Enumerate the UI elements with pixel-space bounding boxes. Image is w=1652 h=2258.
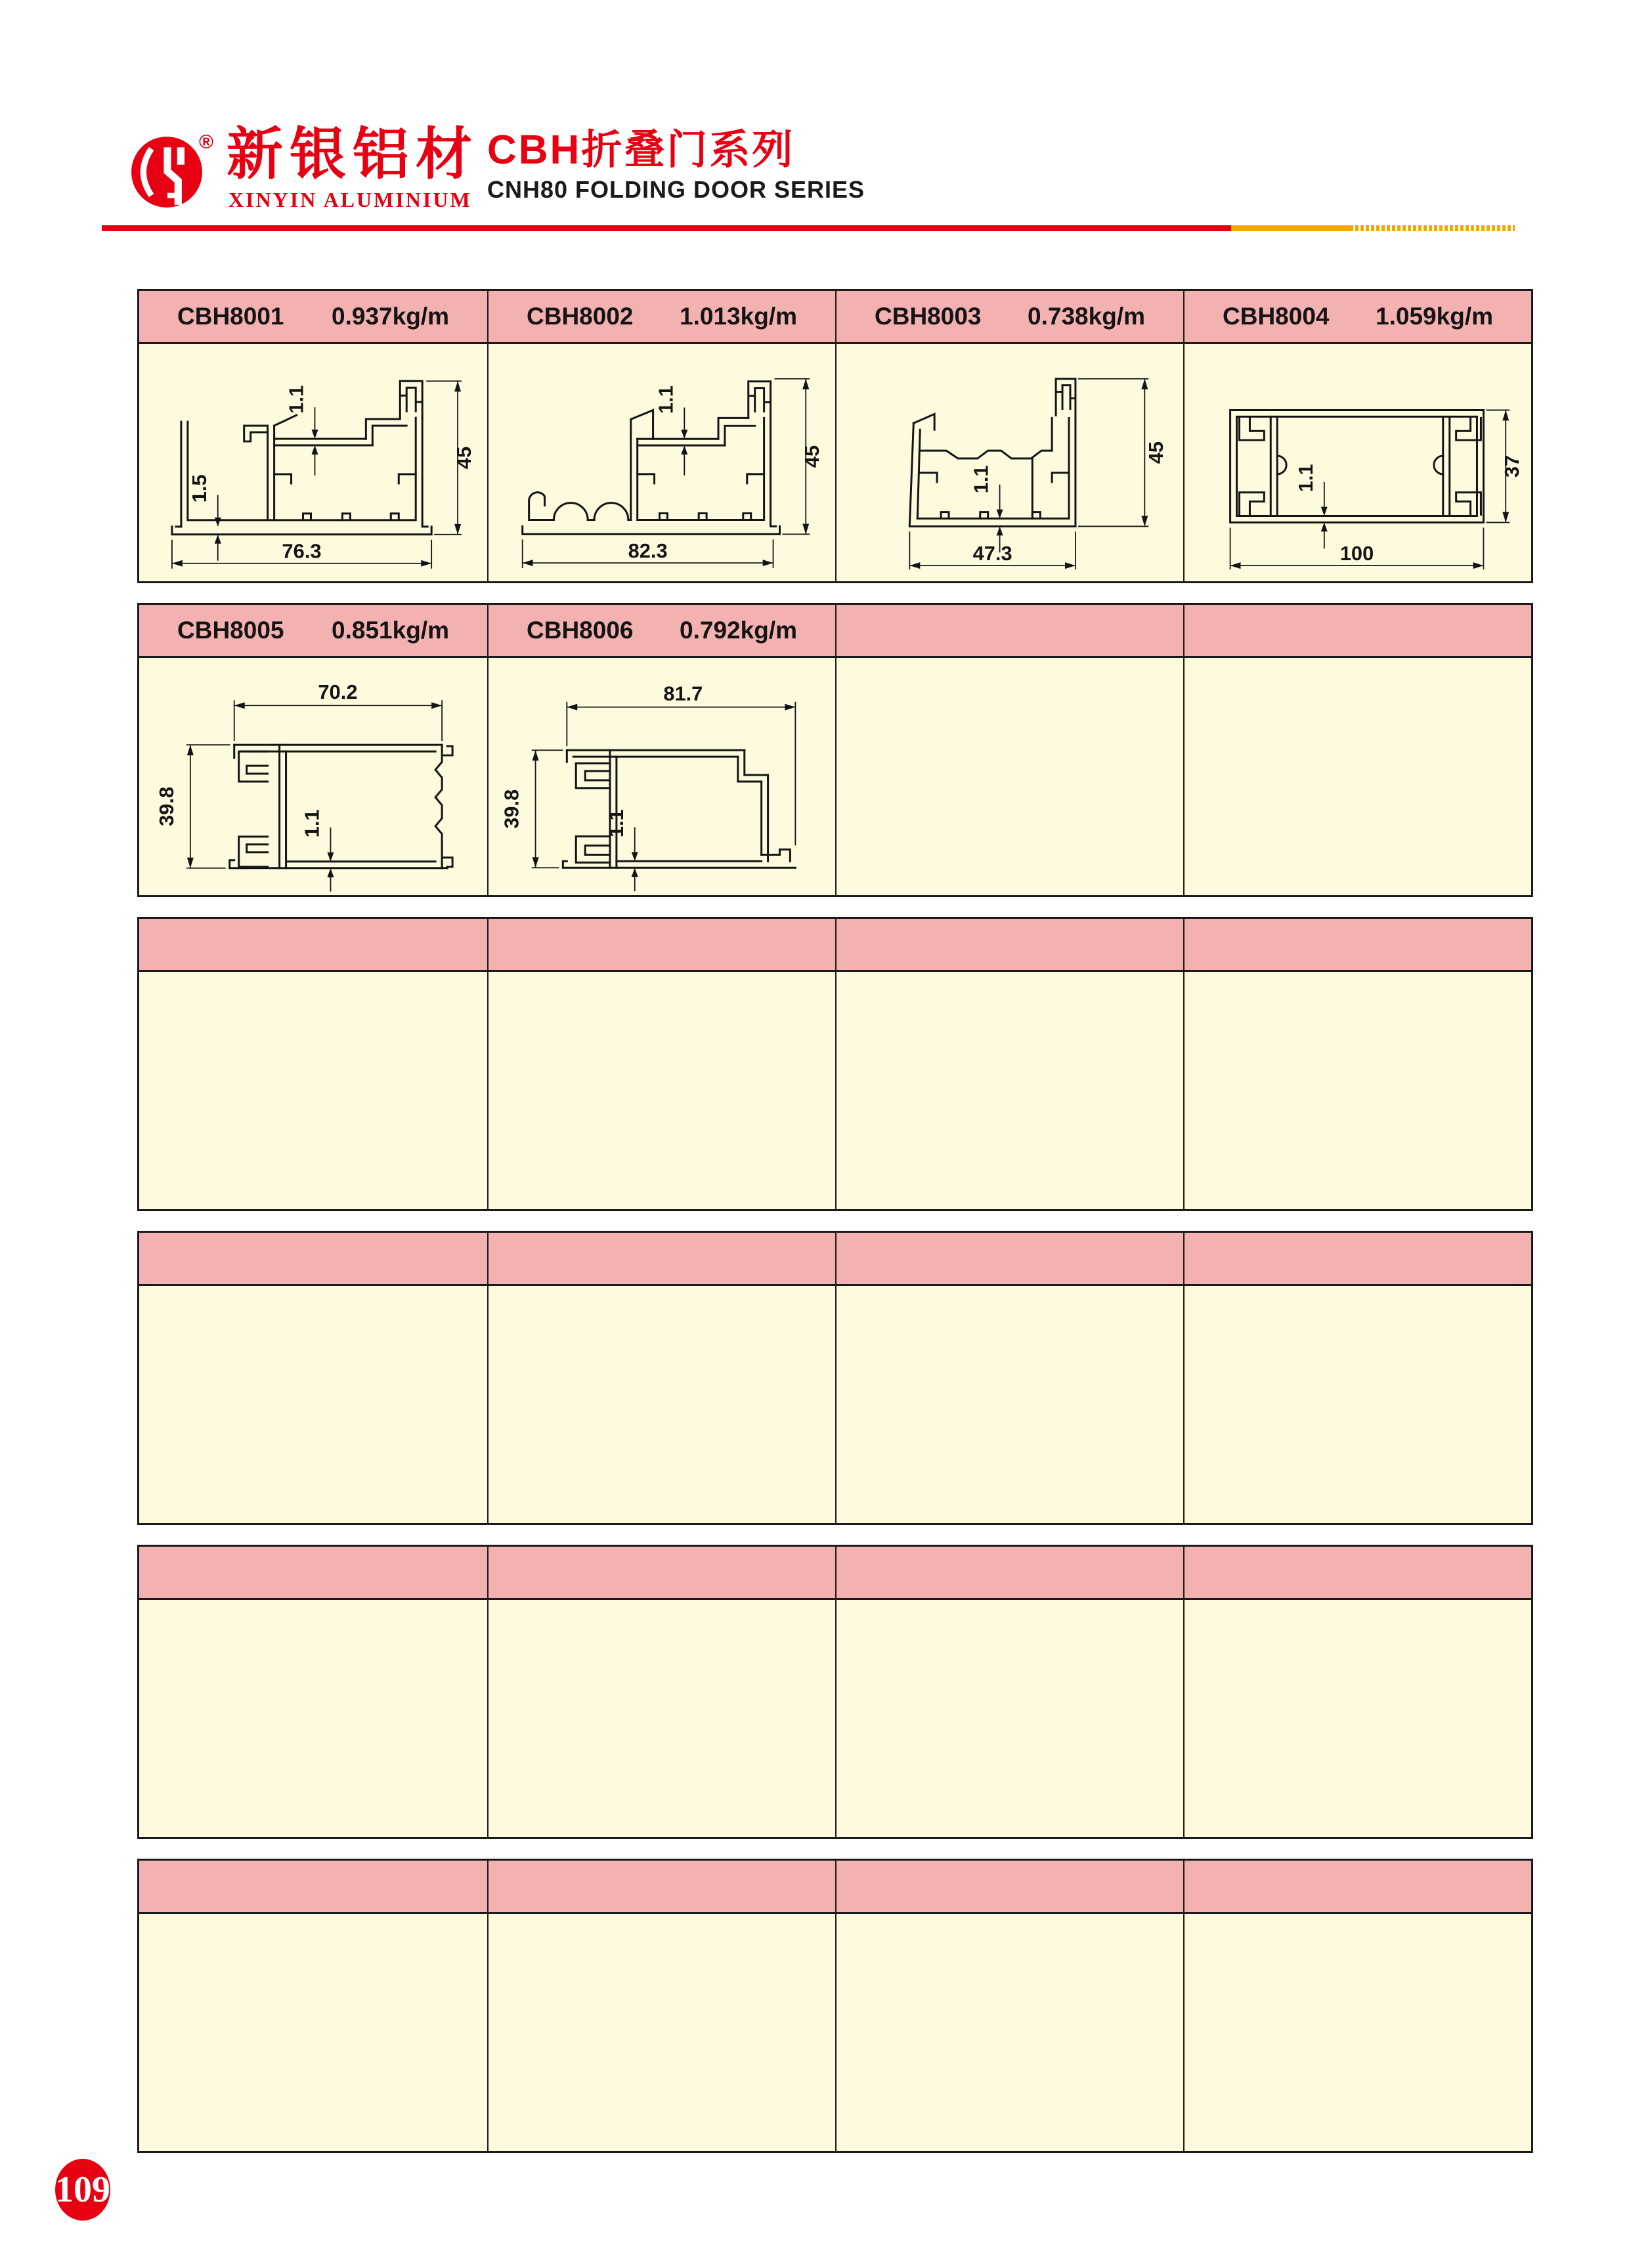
empty-cell: [835, 972, 1183, 1209]
header-cell-cbh8002: [487, 291, 835, 342]
table-header-row: [139, 1233, 1531, 1286]
dim-height: 45: [1144, 441, 1168, 464]
empty-cell: [139, 972, 487, 1209]
profile-drawing-cbh8001: [139, 344, 487, 581]
dim-wall: 1.1: [969, 465, 993, 494]
empty-cell: [835, 1286, 1183, 1523]
empty-cell: [835, 1914, 1183, 2151]
brand-logo: [130, 135, 204, 209]
header-cell-empty: [835, 919, 1183, 970]
empty-cell: [487, 1286, 835, 1523]
header-cell-empty: [487, 1861, 835, 1912]
product-code: CBH8004: [1223, 303, 1330, 330]
product-code: CBH8003: [875, 303, 982, 330]
dim-height: 39.8: [154, 786, 178, 827]
drawing-cell-cbh8003: [835, 344, 1183, 581]
empty-cell: [1183, 1914, 1531, 2151]
table-header-row: [139, 1547, 1531, 1600]
dim-height: 45: [452, 446, 476, 470]
empty-cell: [487, 1914, 835, 2151]
header-rule-orange: [1231, 225, 1350, 231]
dim-width: 81.7: [663, 682, 703, 705]
profile-drawing-cbh8002: [489, 344, 835, 581]
registered-trademark: ®: [199, 131, 214, 153]
dim-height: 39.8: [500, 789, 523, 829]
page-number-badge: [55, 2159, 110, 2221]
dim-wall: 1.1: [654, 386, 678, 414]
product-weight: 1.013kg/m: [680, 303, 797, 330]
profile-drawing-cbh8003: [837, 344, 1183, 581]
profile-drawing-cbh8005: [139, 658, 487, 895]
empty-cell: [1183, 658, 1531, 895]
product-weight: 0.937kg/m: [332, 303, 449, 330]
dim-width: 82.3: [628, 539, 668, 563]
empty-cell: [1183, 1286, 1531, 1523]
header-rule-striped: [1350, 225, 1515, 231]
profile-drawing-cbh8006: [489, 658, 835, 895]
drawing-cell-cbh8004: [1183, 344, 1531, 581]
table-header-row: [139, 1861, 1531, 1914]
header-cell-empty: [1183, 1547, 1531, 1598]
table-block-5: [137, 1545, 1533, 1839]
table-body-row: [139, 1286, 1531, 1523]
table-body-row: [139, 1914, 1531, 2151]
table-header-row: [139, 605, 1531, 658]
dim-height: 37: [1500, 454, 1524, 478]
dim-width: 100: [1339, 542, 1374, 565]
table-block-4: [137, 1231, 1533, 1525]
series-title-en: CNH80 FOLDING DOOR SERIES: [487, 176, 865, 203]
drawing-cell-cbh8006: [487, 658, 835, 895]
brand-name-en: XINYIN ALUMINIUM: [228, 188, 472, 211]
dim-wall: 1.1: [1293, 464, 1317, 493]
table-block-3: [137, 917, 1533, 1211]
header-cell-empty: [1183, 919, 1531, 970]
brand-logo-icon: [130, 135, 204, 209]
table-block-2: [137, 603, 1533, 897]
header-cell-cbh8004: [1183, 291, 1531, 342]
dim-base: 1.5: [187, 474, 211, 503]
empty-cell: [487, 1600, 835, 1837]
dim-width: 47.3: [972, 542, 1012, 565]
header-cell-empty: [835, 1861, 1183, 1912]
header-cell-empty: [487, 1547, 835, 1598]
drawing-cell-cbh8001: [139, 344, 487, 581]
table-body-row: [139, 658, 1531, 895]
header-cell-empty: [139, 1233, 487, 1284]
product-code: CBH8005: [177, 617, 284, 644]
header-cell-cbh8006: [487, 605, 835, 656]
dim-wall: 1.1: [284, 385, 308, 414]
table-header-row: [139, 919, 1531, 972]
empty-cell: [1183, 972, 1531, 1209]
empty-cell: [139, 1914, 487, 2151]
header-cell-empty: [1183, 605, 1531, 656]
profile-drawing-cbh8004: [1185, 344, 1531, 581]
product-weight: 0.792kg/m: [680, 617, 797, 644]
empty-cell: [835, 1600, 1183, 1837]
dim-wall: 1.1: [300, 809, 324, 838]
dim-width: 76.3: [282, 539, 322, 563]
brand-name-cn: 新银铝材: [227, 123, 479, 186]
empty-cell: [1183, 1600, 1531, 1837]
table-body-row: [139, 1600, 1531, 1837]
header-cell-empty: [1183, 1861, 1531, 1912]
header-rule-red: [102, 225, 1231, 231]
table-body-row: [139, 972, 1531, 1209]
series-title-cn: CBH折叠门系列: [487, 127, 795, 173]
header-cell-empty: [487, 1233, 835, 1284]
dim-height: 45: [800, 445, 824, 468]
product-code: CBH8006: [527, 617, 634, 644]
dim-wall: 1.1: [604, 809, 628, 838]
header-cell-empty: [487, 919, 835, 970]
header-cell-empty: [139, 1861, 487, 1912]
header-cell-cbh8003: [835, 291, 1183, 342]
header-cell-empty: [835, 1547, 1183, 1598]
empty-cell: [139, 1600, 487, 1837]
drawing-cell-cbh8005: [139, 658, 487, 895]
table-block-6: [137, 1859, 1533, 2153]
page-number: 109: [55, 2169, 110, 2210]
dim-width: 70.2: [318, 680, 358, 704]
empty-cell: [139, 1286, 487, 1523]
drawing-cell-cbh8002: [487, 344, 835, 581]
empty-cell: [487, 972, 835, 1209]
table-body-row: [139, 344, 1531, 581]
product-code: CBH8001: [177, 303, 284, 330]
header-cell-empty: [835, 1233, 1183, 1284]
header-cell-empty: [139, 919, 487, 970]
header-cell-empty: [835, 605, 1183, 656]
product-code: CBH8002: [527, 303, 634, 330]
product-weight: 1.059kg/m: [1376, 303, 1493, 330]
header-cell-cbh8001: [139, 291, 487, 342]
table-block-1: [137, 289, 1533, 583]
product-weight: 0.851kg/m: [332, 617, 449, 644]
product-weight: 0.738kg/m: [1028, 303, 1145, 330]
empty-cell: [835, 658, 1183, 895]
table-header-row: [139, 291, 1531, 344]
header-cell-empty: [139, 1547, 487, 1598]
header-cell-cbh8005: [139, 605, 487, 656]
header-cell-empty: [1183, 1233, 1531, 1284]
